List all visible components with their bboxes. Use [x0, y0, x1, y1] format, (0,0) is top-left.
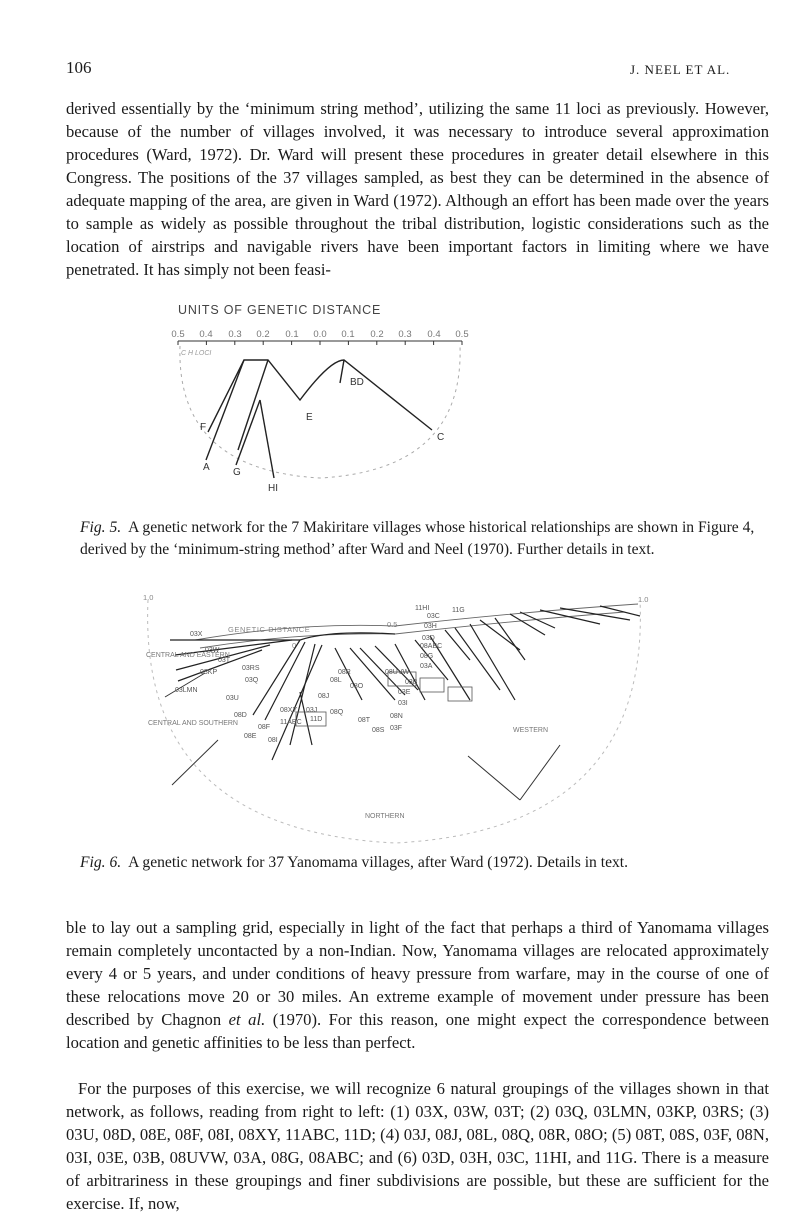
fig5-node-C: C: [437, 432, 445, 443]
fig6-village-label: 08D: [234, 712, 247, 719]
fig6-village-label: 11ABC: [280, 719, 302, 726]
fig6-village-label: 03W: [205, 647, 220, 654]
fig6-group-northern: NORTHERN: [365, 813, 405, 820]
fig6-village-label: 11G: [452, 607, 465, 614]
fig5-node-E: E: [306, 412, 313, 423]
fig5-title: UNITS OF GENETIC DISTANCE: [178, 303, 382, 317]
figure-6: [0, 585, 801, 850]
fig6-village-label: 03J: [306, 707, 318, 714]
fig5-tick: 0.3: [228, 329, 242, 340]
fig6-village-label: 03B: [405, 679, 418, 686]
fig6-village-label: 03T: [218, 657, 231, 664]
fig6-title: GENETIC DISTANCE: [228, 625, 311, 634]
fig6-village-label: 08I: [268, 737, 278, 744]
fig6-group-label: CENTRAL AND EASTERN: [146, 652, 230, 659]
body-text: ble to lay out a sampling grid, especially in light of the fact that perhaps a third of Yanomama villages remain completely uncontacted by a non-Indian. Now, Yanomama villages are relocated approximately every 4 or 5 years, and under conditions of heavy pressure from warfare, may in the course of one of these relocations move 20 or 30 miles. An extreme example of movement under pressure has been described by Chagnon: [66, 918, 769, 1029]
figure-6-label: Fig. 6.: [80, 854, 122, 871]
fig5-tick: 0.1: [285, 329, 299, 340]
fig6-village-label: 08N: [390, 713, 403, 720]
fig6-village-label: 08R: [338, 669, 351, 676]
fig5-node-A: A: [203, 462, 210, 473]
body-paragraph-top: derived essentially by the ‘minimum string method’, utilizing the same 11 loci as previously. However, because of the number of villages involved, it was necessary to introduce several approximation procedures (Ward, 1972). Dr. Ward will present these procedures in greater detail elsewhere in this Congress. The positions of the 37 villages sampled, as best they can be determined in the absence of adequate mapping of the area, are given in Ward (1972). Although an effort has been made over the years to sample as widely as possible throughout the tribal distribution, logistic considerations such as the location of airstrips and navigable rivers have been important factors in limiting where we have penetrated. It has simply not been feasi-: [66, 99, 769, 279]
fig6-village-label: 03D: [422, 635, 435, 642]
running-head: J. NEEL ET AL.: [630, 62, 731, 77]
fig6-scale-right: 1.0: [638, 595, 649, 604]
body-paragraph-bottom-2: For the purposes of this exercise, we will recognize 6 natural groupings of the villages shown in that network, as follows, reading from right to left: (1) 03X, 03W, 03T; (2) 03Q, 03LMN, 03KP, 03RS; (3) 03U, 08D, 08E, 08F, 08I, 08XY, 11ABC, 11D; (4) 03J, 08J, 08L, 08Q, 08R, 08O; (5) 08T, 08S, 03F, 08N, 03I, 03E, 03B, 08UVW, 03A, 08G, 08ABC; and (6) 03D, 03H, 03C, 11HI, and 11G. There is a measure of arbitrariness in these groupings and finer subdivisions are possible, but these are sufficient for the exercise. If, now,: [66, 1079, 769, 1213]
fig6-scale-left: 1.0: [143, 593, 154, 602]
fig5-tick: 0.5: [455, 329, 469, 340]
fig6-village-label: 08XY: [280, 707, 298, 714]
fig6-village-label: 08G: [420, 653, 434, 660]
fig6-village-label: 08ABC: [420, 643, 443, 650]
fig6-village-label: 03X: [190, 631, 203, 638]
fig6-village-label: 08S: [372, 727, 385, 734]
fig5-node-HI: HI: [268, 483, 278, 494]
fig5-tick: 0.5: [171, 329, 185, 340]
fig6-group-western: WESTERN: [513, 727, 548, 734]
fig6-village-label: 11D: [310, 716, 323, 723]
figure-6-caption-text: A genetic network for 37 Yanomama villages, after Ward (1972). Details in text.: [128, 854, 629, 871]
fig6-village-label: 11HI: [415, 605, 430, 612]
body-text-italic: et al.: [228, 1010, 266, 1029]
page-number: 106: [66, 58, 92, 77]
fig5-tick: 0.4: [199, 329, 213, 340]
fig5-node-BD: BD: [350, 377, 364, 388]
fig6-group-central-southern: [148, 720, 238, 727]
fig5-node-F: F: [200, 422, 207, 433]
fig6-village-label: 08J: [318, 693, 330, 700]
figure-5-label: Fig. 5.: [80, 519, 122, 536]
fig5-tick: 0.4: [427, 329, 441, 340]
fig6-group-label: CENTRAL AND SOUTHERN: [148, 720, 238, 727]
fig6-village-label: 08L: [330, 677, 342, 684]
fig6-village-label: 03Q: [245, 677, 259, 684]
fig5-node-G: G: [233, 467, 241, 478]
body-paragraph-bottom-1: [66, 916, 769, 1054]
fig6-scale-mid: 0.5: [387, 620, 398, 629]
fig6-village-label: 03C: [427, 613, 440, 620]
fig6-village-label: 03U: [226, 695, 239, 702]
fig6-village-label: 03RS: [242, 665, 260, 672]
fig6-village-label: 08T: [358, 717, 371, 724]
fig6-village-label: 03I: [398, 700, 408, 707]
fig6-village-label: 08F: [258, 724, 271, 731]
fig5-tick: 0.0: [313, 329, 327, 340]
fig5-tick: 0.1: [341, 329, 355, 340]
fig6-village-label: 03H: [424, 623, 437, 630]
fig6-village-label: 03F: [390, 725, 403, 732]
fig6-village-label: 08O: [350, 683, 364, 690]
fig5-network: [206, 360, 432, 478]
fig5-reference-arc: [180, 346, 460, 478]
figure-6-caption: [80, 852, 770, 874]
body-text: (1970). For this reason, one might expect the correspondence between location and genetic affinities to be less than perfect.: [66, 1010, 769, 1052]
fig6-village-label: 08Q: [330, 709, 344, 716]
figure-5-caption: [80, 517, 770, 561]
fig6-village-label: 08UVW: [385, 669, 410, 676]
fig6-village-label: 03LMN: [175, 687, 198, 694]
figure-5: [0, 295, 801, 495]
fig5-corner-label: C H LOCI: [181, 350, 212, 357]
fig5-tick: 0.3: [398, 329, 412, 340]
fig6-scale-zero: 0: [292, 641, 297, 650]
fig6-village-label: 03A: [420, 663, 433, 670]
fig5-tick: 0.2: [256, 329, 270, 340]
fig5-tick: 0.2: [370, 329, 384, 340]
fig6-village-label: 03KP: [200, 669, 218, 676]
fig6-village-label: 08E: [244, 733, 257, 740]
figure-5-caption-text: A genetic network for the 7 Makiritare villages whose historical relationships are shown in Figure 4, derived by the ‘minimum-string method’ after Ward and Neel (1970). Further details in text.: [80, 519, 755, 558]
fig6-village-label: 03E: [398, 689, 411, 696]
